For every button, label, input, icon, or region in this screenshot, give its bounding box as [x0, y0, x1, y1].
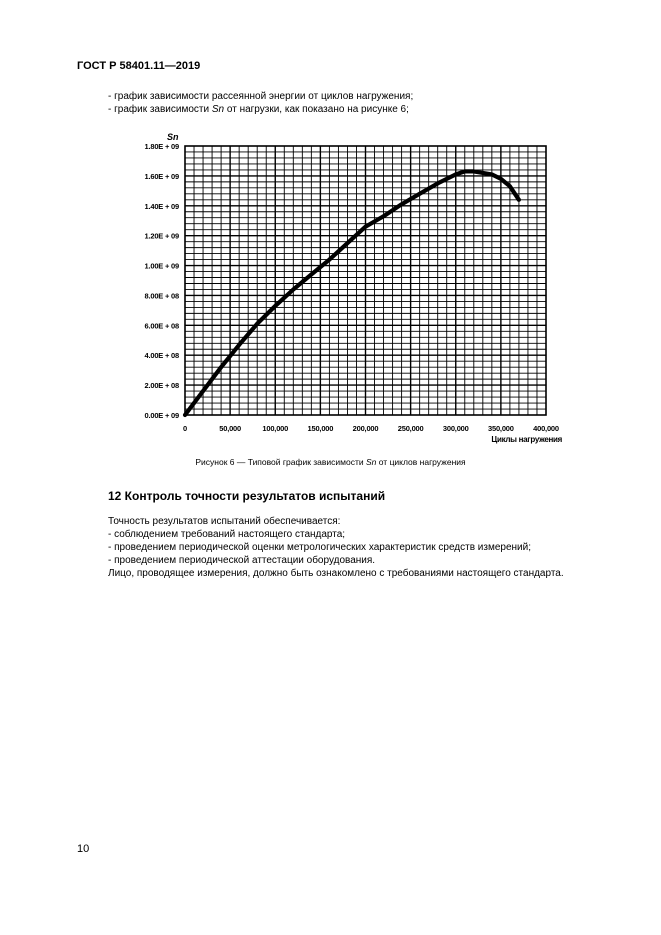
section-heading: 12 Контроль точности результатов испытаний: [108, 489, 386, 503]
section-paragraph-5: Лицо, проводящее измерения, должно быть ознакомлено с требованиями настоящего стандарта.: [108, 568, 564, 579]
page-number: 10: [77, 843, 90, 855]
x-axis-ticks: [183, 424, 559, 433]
sn-chart: [140, 126, 580, 450]
y-tick-label: 1.40E + 09: [144, 201, 179, 211]
intro-list-item-2: [108, 104, 409, 115]
y-tick-label: 6.00E + 08: [144, 321, 179, 331]
section-paragraph-1: Точность результатов испытаний обеспечивается:: [108, 516, 341, 527]
figure-caption-var: Sn: [366, 457, 377, 467]
x-tick-label: 100,000: [262, 424, 289, 433]
section-paragraph-3: - проведением периодической оценки метрологических характеристик средств измерений;: [108, 542, 531, 553]
x-tick-label: 350,000: [488, 424, 514, 433]
y-tick-label: 0.00E + 09: [144, 411, 179, 420]
figure-caption-pre: Рисунок 6 — Типовой график зависимости: [195, 457, 366, 467]
x-tick-label: 400,000: [533, 424, 559, 433]
x-tick-label: 0: [183, 424, 187, 433]
x-axis-label: Циклы нагружения: [491, 435, 562, 444]
y-tick-label: 8.00E + 08: [144, 291, 179, 301]
y-tick-label: 1.80E + 09: [144, 142, 179, 151]
x-tick-label: 150,000: [307, 424, 334, 433]
chart-series: [185, 171, 519, 415]
intro-list-item-2-pre: - график зависимости: [108, 104, 212, 115]
y-axis-ticks: [145, 142, 180, 420]
chart-grid: [185, 146, 546, 415]
y-tick-label: 1.60E + 09: [144, 171, 179, 181]
x-tick-label: 50,000: [219, 424, 241, 433]
y-axis-label: Sn: [167, 132, 179, 142]
figure-caption-post: от циклов нагружения: [376, 457, 466, 467]
intro-list-item-1: - график зависимости рассеянной энергии от циклов нагружения;: [108, 91, 414, 102]
figure-caption: [0, 457, 661, 467]
section-paragraph-4: - проведением периодической аттестации оборудования.: [108, 555, 376, 566]
intro-list-item-2-post: от нагрузки, как показано на рисунке 6;: [224, 104, 409, 115]
x-tick-label: 250,000: [397, 424, 424, 433]
document-header: ГОСТ Р 58401.11—2019: [77, 60, 201, 72]
y-tick-label: 1.20E + 09: [144, 231, 179, 241]
y-tick-label: 2.00E + 08: [144, 381, 179, 391]
y-tick-label: 4.00E + 08: [144, 351, 179, 361]
x-tick-label: 200,000: [352, 424, 379, 433]
section-paragraph-2: - соблюдением требований настоящего стандарта;: [108, 529, 346, 540]
x-tick-label: 300,000: [442, 424, 469, 433]
intro-list-item-2-var: Sn: [211, 104, 225, 115]
y-tick-label: 1.00E + 09: [144, 261, 179, 271]
series-line: [185, 171, 519, 415]
